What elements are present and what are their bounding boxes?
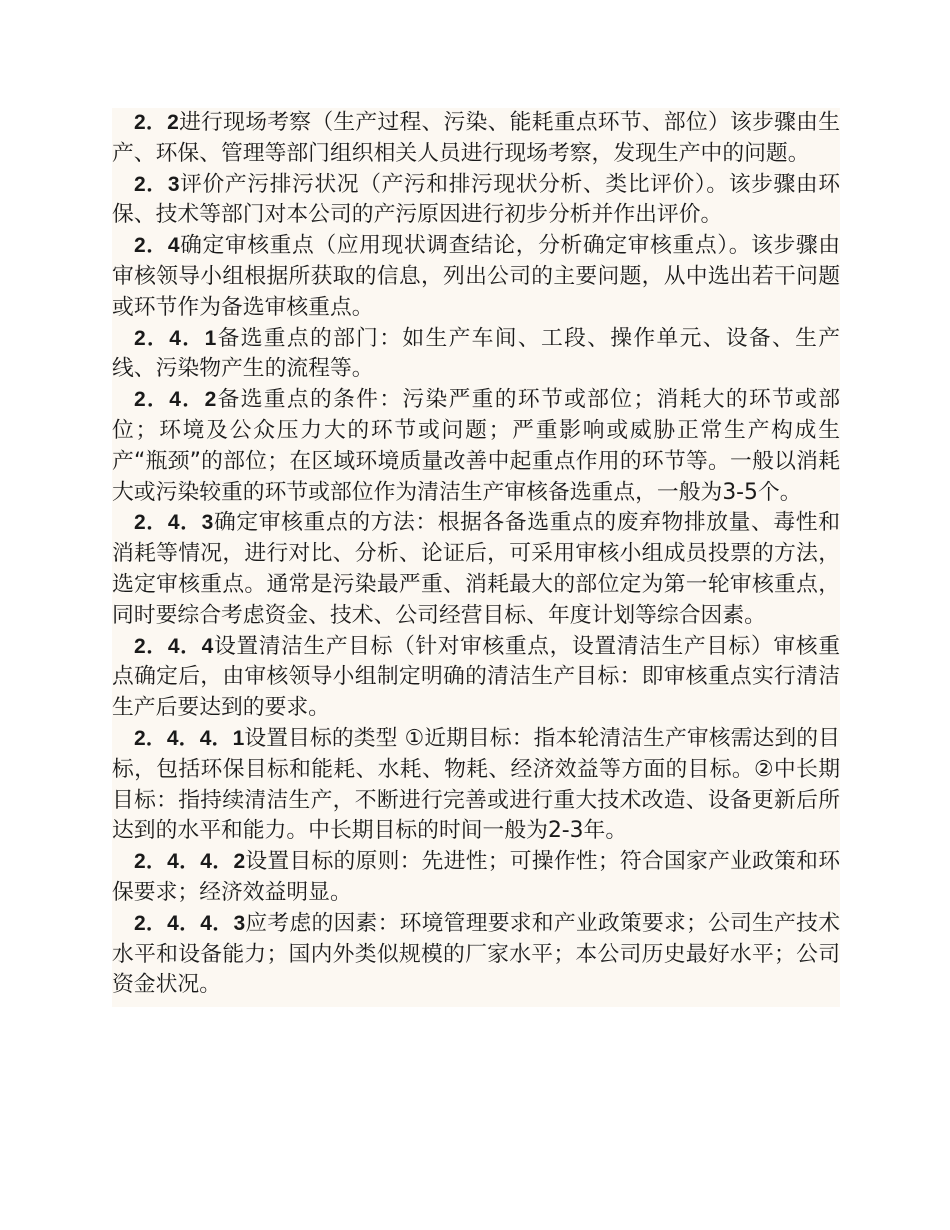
- paragraph-2-4-4-1: [112, 724, 840, 847]
- document-body: [112, 108, 840, 1007]
- paragraph-2-4-4-3: [112, 909, 840, 1001]
- paragraph-text: 评价产污排污状况（产污和排污现状分析、类比评价）。该步骤由环保、技术等部门对本公司的产污原因进行初步分析并作出评价。: [112, 171, 841, 228]
- paragraph-text: 应考虑的因素：环境管理要求和产业政策要求；公司生产技术水平和设备能力；国内外类似规模的厂家水平；本公司历史最好水平；公司资金状况。: [112, 910, 840, 998]
- paragraph-2-4-4-2: [112, 847, 840, 909]
- section-number: 2．3: [134, 172, 180, 196]
- paragraph-text: 设置目标的原则：先进性；可操作性；符合国家产业政策和环保要求；经济效益明显。: [112, 849, 840, 905]
- paragraph-text: 进行现场考察（生产过程、污染、能耗重点环节、部位）该步骤由生产、环保、管理等部门组织相关人员进行现场考察，发现生产中的问题。: [112, 110, 840, 166]
- paragraph-2-4-2: [112, 385, 840, 508]
- paragraph-2-4-3: [112, 508, 840, 631]
- paragraph-2-3: [112, 170, 840, 232]
- paragraph-2-4-4: [112, 632, 840, 724]
- section-number: 2．4．4．2: [134, 850, 246, 874]
- paragraph-2-2: [112, 108, 840, 170]
- section-number: 2．4．2: [134, 388, 217, 412]
- section-number: 2．2: [134, 111, 179, 134]
- section-number: 2．4．3: [134, 511, 214, 535]
- section-number: 2．4: [134, 234, 180, 258]
- paragraph-text: 备选重点的部门：如生产车间、工段、操作单元、设备、生产线、污染物产生的流程等。: [112, 325, 840, 382]
- paragraph-text: 确定审核重点的方法：根据各备选重点的废弃物排放量、毒性和消耗等情况，进行对比、分析、论证后，可采用审核小组成员投票的方法，选定审核重点。通常是污染最严重、消耗最大的部位定为第一轮审核重点，同时要综合考虑资金、技术、公司经营目标、年度计划等综合因素。: [112, 510, 840, 628]
- paragraph-2-4-1: [112, 324, 840, 386]
- paragraph-text: 设置目标的类型 ①近期目标：指本轮清洁生产审核需达到的目标，包括环保目标和能耗、水耗、物耗、经济效益等方面的目标。②中长期目标：指持续清洁生产，不断进行完善或进行重大技术改造、设备更新后所达到的水平和能力。中长期目标的时间一般为2-3年。: [112, 725, 840, 844]
- paragraph-2-4: [112, 231, 840, 323]
- section-number: 2．4．4．3: [134, 911, 246, 935]
- paragraph-text: 设置清洁生产目标（针对审核重点，设置清洁生产目标）审核重点确定后，由审核领导小组制定明确的清洁生产目标：即审核重点实行清洁生产后要达到的要求。: [112, 633, 840, 721]
- section-number: 2．4．4．1: [134, 726, 245, 750]
- section-number: 2．4．4: [134, 634, 214, 658]
- paragraph-text: 确定审核重点（应用现状调查结论，分析确定审核重点）。该步骤由审核领导小组根据所获取的信息，列出公司的主要问题，从中选出若干问题或环节作为备选审核重点。: [112, 233, 841, 320]
- section-number: 2．4．1: [134, 326, 217, 350]
- paragraph-text: 备选重点的条件：污染严重的环节或部位；消耗大的环节或部位；环境及公众压力大的环节或问题；严重影响或威胁正常生产构成生产“瓶颈”的部位；在区域环境质量改善中起重点作用的环节等。一般以消耗大或污染较重的环节或部位作为清洁生产审核备选重点，一般为3-5个。: [112, 387, 840, 505]
